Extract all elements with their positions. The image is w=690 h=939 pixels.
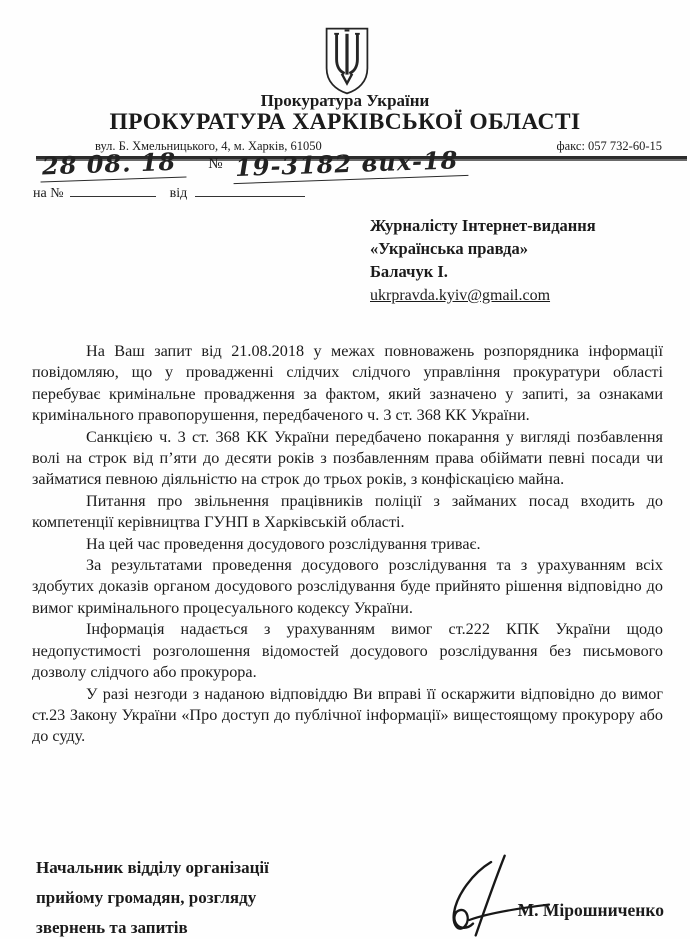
signer-title xyxy=(36,853,269,939)
handwritten-signature xyxy=(432,853,552,939)
body-paragraph: Інформація надається з урахуванням вимог ст.222 КПК України щодо недопустимості розголошення відомостей досудового розслідування без письмового дозволу слідчого або прокурора. xyxy=(32,620,663,682)
body-paragraph: За результатами проведення досудового розслідування та з урахуванням всіх здобутих доказів органом досудового розслідування буде прийнято рішення відповідно до вимог кримінального процесуального кодексу України. xyxy=(32,556,663,617)
ref-blank-date xyxy=(195,184,305,197)
signer-title-line: Начальник відділу організації xyxy=(36,858,269,877)
body-paragraph: Питання про звільнення працівників поліції з займаних посад входить до компетенції керівництва ГУНП в Харківській області. xyxy=(32,491,663,532)
ref-blank-number xyxy=(70,184,156,197)
ukraine-trident-emblem xyxy=(323,26,371,96)
ref-label-na: на № xyxy=(33,186,64,201)
letter-body xyxy=(32,341,663,748)
signer-name: М. Мірошниченко xyxy=(517,900,664,920)
signer-title-line: прийому громадян, розгляду xyxy=(36,888,257,907)
body-paragraph: На Ваш запит від 21.08.2018 у межах повноважень розпорядника інформації повідомляю, що у провадженні слідчих слідчого управління прокуратури області перебуває кримінальне провадження за фактом, який зазначено у запиті, за ознаками кримінального правопорушення, передбаченого ч. 3 ст. 368 КК України. xyxy=(32,342,663,425)
org-name-title: ПРОКУРАТУРА ХАРКІВСЬКОЇ ОБЛАСТІ xyxy=(109,109,581,135)
addressee-role: Журналісту Інтернет-видання xyxy=(370,216,596,235)
org-parent-name: Прокуратура України xyxy=(260,91,430,110)
body-paragraph: На цей час проведення досудового розслідування триває. xyxy=(86,534,481,553)
addressee-name: Балачук І. xyxy=(370,262,448,281)
addressee-email: ukrpravda.kyiv@gmail.com xyxy=(370,287,551,304)
body-paragraph: У разі незгоди з наданою відповіддю Ви вправі її оскаржити відповідно до вимог ст.23 Закону України «Про доступ до публічної інформації» вищестоящому прокурору або до суду. xyxy=(32,684,663,746)
body-paragraph: Санкцією ч. 3 ст. 368 КК України передбачено покарання у вигляді позбавлення волі на строк від п’яти до десяти років з позбавленням права обіймати певні посади чи займатися певною діяльністю на строк до трьох років, з конфіскацією майна. xyxy=(32,427,663,489)
addressee-block xyxy=(370,214,596,307)
org-fax: факс: 057 732-60-15 xyxy=(556,139,662,153)
signer-title-line: звернень та запитів xyxy=(36,918,188,937)
handwritten-date: 28 08. 18 xyxy=(40,147,187,182)
signature-block xyxy=(36,853,664,939)
org-address: вул. Б. Хмельницького, 4, м. Харків, 61050 xyxy=(95,139,322,153)
incoming-reference-line xyxy=(33,184,305,202)
addressee-outlet: «Українська правда» xyxy=(370,239,528,258)
ref-label-vid: від xyxy=(169,186,188,201)
handwritten-outgoing-number: 19-3182 вих-18 xyxy=(232,146,468,184)
number-sign: № xyxy=(208,156,223,172)
